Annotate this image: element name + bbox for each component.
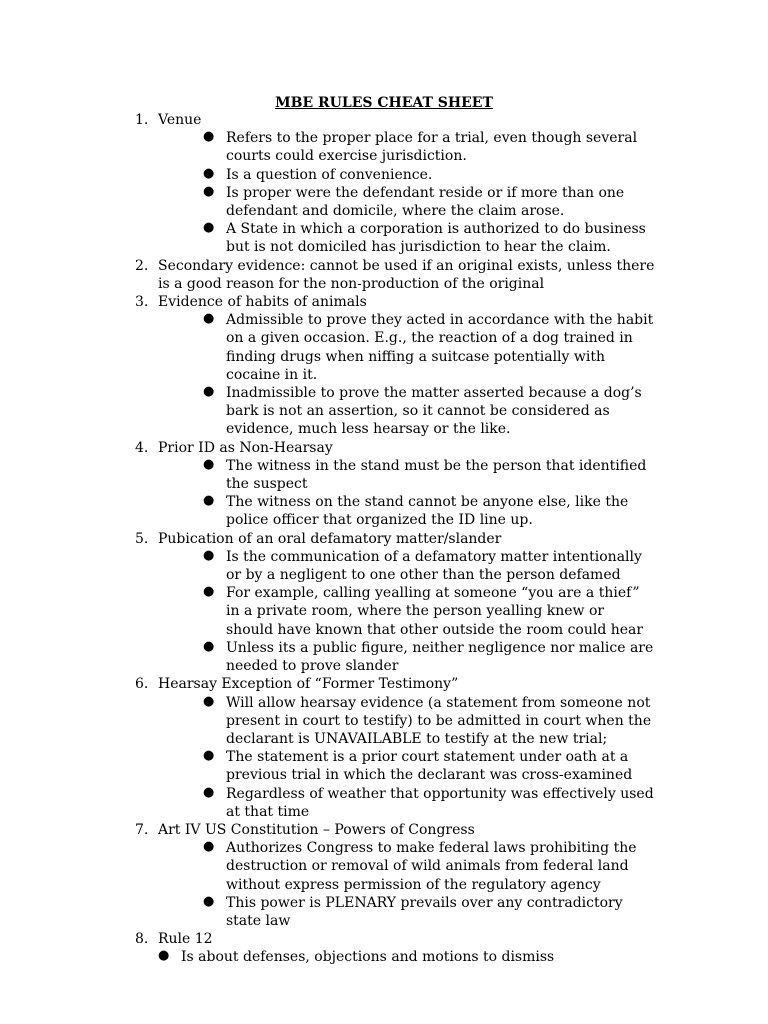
- item-label: Venue: [158, 112, 202, 128]
- sub-list-item: [203, 584, 655, 639]
- bullet-icon: ●: [158, 948, 170, 964]
- sub-list: [158, 694, 655, 821]
- sub-list-item: [203, 129, 655, 165]
- item-label: Prior ID as Non-Hearsay: [158, 439, 333, 456]
- sub-item-text: Is proper were the defendant reside or if more than one defendant and domicile, where the claim arose.: [226, 184, 625, 220]
- sub-item-text: The witness in the stand must be the person that identified the suspect: [226, 457, 647, 493]
- sub-list-item: [203, 311, 655, 384]
- item-label: Secondary evidence: cannot be used if an original exists, unless there is a good reason for the non-production of the original: [158, 257, 655, 292]
- bullet-icon: ●: [203, 311, 215, 327]
- sub-list: [158, 129, 655, 256]
- bullet-icon: ●: [203, 584, 215, 600]
- list-item-slander: [135, 530, 655, 676]
- sub-item-text: Authorizes Congress to make federal laws prohibiting the destruction or removal of wild animals from federal land without express permission of the regulatory agency: [226, 840, 637, 893]
- bullet-icon: ●: [203, 165, 215, 181]
- bullet-icon: ●: [203, 547, 215, 563]
- list-item-venue: [135, 111, 655, 257]
- item-number: 2.: [135, 257, 149, 274]
- sub-item-text: Refers to the proper place for a trial, even though several courts could exercise jurisdiction.: [226, 130, 638, 165]
- sub-list-item: [203, 384, 655, 439]
- sub-item-text: Is the communication of a defamatory matter intentionally or by a negligent to one other than the person defamed: [226, 548, 642, 584]
- item-number: 4.: [135, 439, 149, 456]
- item-label: Art IV US Constitution – Powers of Congress: [158, 821, 475, 838]
- sub-list-item: [203, 748, 655, 784]
- sub-item-text: Is a question of convenience.: [226, 166, 433, 183]
- sub-item-text: Admissible to prove they acted in accordance with the habit on a given occasion. E.g., the reaction of a dog trained in finding drugs when niffing a suitcase potentially with cocaine in it.: [226, 312, 654, 383]
- bullet-icon: ●: [203, 784, 215, 800]
- sub-list-item: [158, 948, 655, 966]
- sub-item-text: A State in which a corporation is authorized to do business but is not domiciled has jurisdiction to hear the claim.: [226, 221, 646, 256]
- item-label: Hearsay Exception of “Former Testimony”: [158, 676, 459, 693]
- item-label: Rule 12: [158, 931, 213, 948]
- bullet-icon: ●: [203, 456, 215, 472]
- bullet-icon: ●: [203, 638, 215, 654]
- bullet-icon: ●: [203, 129, 215, 145]
- sub-item-text: Regardless of weather that opportunity was effectively used at that time: [226, 785, 654, 820]
- list-item-powers-of-congress: [135, 821, 655, 930]
- sub-list: [158, 839, 655, 930]
- document-body: [135, 111, 655, 967]
- item-number: 1.: [135, 112, 149, 128]
- item-number: 3.: [135, 294, 149, 311]
- bullet-icon: ●: [203, 893, 215, 909]
- list-item-habits-of-animals: [135, 293, 655, 439]
- sub-list: [158, 948, 655, 966]
- sub-list-item: [203, 548, 655, 584]
- page-title: MBE RULES CHEAT SHEET: [275, 95, 493, 111]
- bullet-icon: ●: [203, 384, 215, 400]
- sub-item-text: The witness on the stand cannot be anyone else, like the police officer that organized the ID line up.: [226, 494, 629, 529]
- sub-item-text: Is about defenses, objections and motions to dismiss: [181, 949, 555, 966]
- item-number: 5.: [135, 530, 149, 547]
- sub-item-text: Will allow hearsay evidence (a statement from someone not present in court to testify) to be admitted in court when the declarant is UNAVAILABLE to testify at the new trial;: [226, 694, 652, 747]
- sub-list-item: [203, 839, 655, 894]
- sub-list-item: [203, 220, 655, 256]
- list-item-rule-12: [135, 930, 655, 966]
- sub-list-item: [203, 694, 655, 749]
- sub-list-item: [203, 493, 655, 529]
- sub-item-text: This power is PLENARY prevails over any contradictory state law: [226, 894, 623, 929]
- sub-list-item: [203, 894, 655, 930]
- sub-list: [158, 548, 655, 675]
- item-number: 8.: [135, 931, 149, 948]
- sub-list-item: [203, 166, 655, 184]
- sub-item-text: Unless its a public figure, neither negligence nor malice are needed to prove slander: [226, 639, 654, 675]
- sub-list-item: [203, 184, 655, 220]
- rules-list: [135, 111, 655, 967]
- bullet-icon: ●: [203, 693, 215, 709]
- sub-item-text: For example, calling yealling at someone “you are a thief” in a private room, where the person yealling knew or should have known that other outside the room could hear: [226, 585, 644, 638]
- sub-item-text: The statement is a prior court statement under oath at a previous trial in which the declarant was cross-examined: [226, 749, 633, 784]
- bullet-icon: ●: [203, 748, 215, 764]
- sub-list-item: [203, 639, 655, 675]
- sub-list: [158, 311, 655, 438]
- item-label: Evidence of habits of animals: [158, 294, 367, 311]
- list-item-secondary-evidence: [135, 257, 655, 293]
- sub-item-text: Inadmissible to prove the matter asserted because a dog’s bark is not an assertion, so it cannot be considered as evidence, much less hearsay or the like.: [226, 385, 642, 438]
- list-item-prior-id: [135, 439, 655, 530]
- item-number: 7.: [135, 821, 149, 838]
- bullet-icon: ●: [203, 493, 215, 509]
- bullet-icon: ●: [203, 839, 215, 855]
- sub-list-item: [203, 457, 655, 493]
- sub-list-item: [203, 785, 655, 821]
- item-label: Pubication of an oral defamatory matter/slander: [158, 530, 502, 547]
- bullet-icon: ●: [203, 183, 215, 199]
- list-item-former-testimony: [135, 675, 655, 821]
- item-number: 6.: [135, 676, 149, 693]
- sub-list: [158, 457, 655, 530]
- bullet-icon: ●: [203, 220, 215, 236]
